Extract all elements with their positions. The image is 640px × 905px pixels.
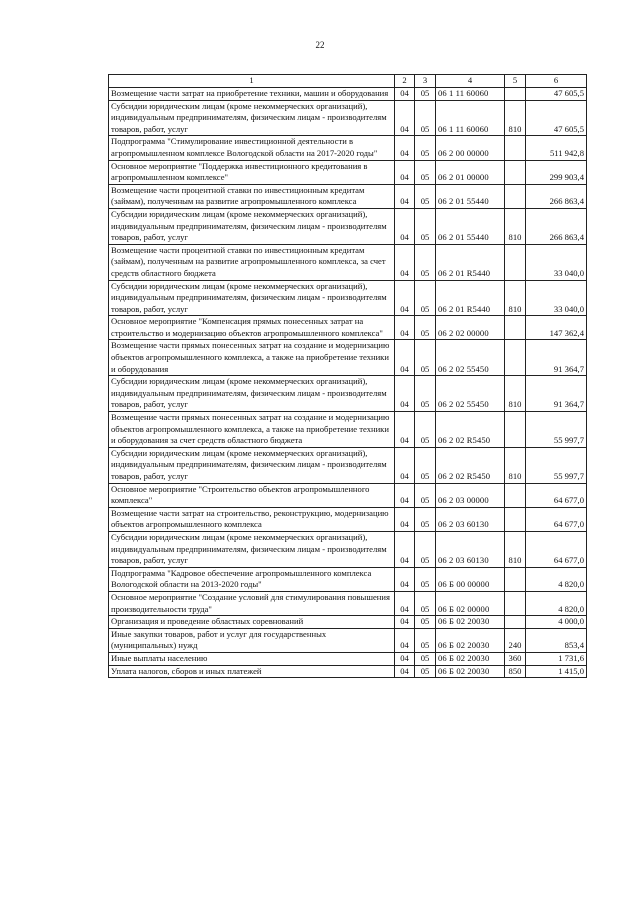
row-name-cell: Возмещение части затрат на приобретение техники, машин и оборудования (109, 88, 395, 101)
expense-type-cell (505, 507, 526, 531)
subsection-code-cell: 05 (415, 591, 436, 615)
expense-type-cell (505, 316, 526, 340)
table-row (109, 665, 587, 678)
row-name-cell: Основное мероприятие "Строительство объектов агропромышленного комплекса" (109, 483, 395, 507)
amount-cell: 91 364,7 (526, 376, 587, 412)
table-row (109, 316, 587, 340)
table-header-row (109, 75, 587, 88)
target-article-cell: 06 2 02 55450 (436, 376, 505, 412)
section-code-cell: 04 (395, 100, 415, 136)
subsection-code-cell: 05 (415, 280, 436, 316)
expense-type-cell (505, 136, 526, 160)
table-row (109, 567, 587, 591)
row-name-cell: Возмещение части процентной ставки по инвестиционным кредитам (займам), полученным на развитие агропромышленного комплекса (109, 184, 395, 208)
row-name-cell: Организация и проведение областных соревнований (109, 616, 395, 629)
row-name-cell: Субсидии юридическим лицам (кроме некоммерческих организаций), индивидуальным предпринимателям, физическим лицам - производителям товаров, работ, услуг (109, 447, 395, 483)
section-code-cell: 04 (395, 340, 415, 376)
column-header: 3 (415, 75, 436, 88)
table-row (109, 628, 587, 652)
amount-cell: 33 040,0 (526, 244, 587, 280)
row-name-cell: Субсидии юридическим лицам (кроме некоммерческих организаций), индивидуальным предпринимателям, физическим лицам - производителям товаров, работ, услуг (109, 280, 395, 316)
expense-type-cell: 810 (505, 376, 526, 412)
subsection-code-cell: 05 (415, 160, 436, 184)
table-row (109, 412, 587, 448)
row-name-cell: Возмещение части процентной ставки по инвестиционным кредитам (займам), полученным на развитие агропромышленного комплекса, за счет средств областного бюджета (109, 244, 395, 280)
amount-cell: 511 942,8 (526, 136, 587, 160)
amount-cell: 64 677,0 (526, 483, 587, 507)
section-code-cell: 04 (395, 628, 415, 652)
row-name-cell: Иные выплаты населению (109, 652, 395, 665)
expense-type-cell (505, 412, 526, 448)
target-article-cell: 06 2 02 55450 (436, 340, 505, 376)
target-article-cell: 06 2 01 55440 (436, 184, 505, 208)
subsection-code-cell: 05 (415, 316, 436, 340)
row-name-cell: Субсидии юридическим лицам (кроме некоммерческих организаций), индивидуальным предпринимателям, физическим лицам - производителям товаров, работ, услуг (109, 376, 395, 412)
subsection-code-cell: 05 (415, 184, 436, 208)
section-code-cell: 04 (395, 507, 415, 531)
row-name-cell: Субсидии юридическим лицам (кроме некоммерческих организаций), индивидуальным предпринимателям, физическим лицам - производителям товаров, работ, услуг (109, 100, 395, 136)
expense-type-cell: 850 (505, 665, 526, 678)
amount-cell: 4 000,0 (526, 616, 587, 629)
column-header: 1 (109, 75, 395, 88)
expense-type-cell (505, 567, 526, 591)
expense-type-cell (505, 244, 526, 280)
table-row (109, 244, 587, 280)
subsection-code-cell: 05 (415, 531, 436, 567)
section-code-cell: 04 (395, 616, 415, 629)
expense-type-cell (505, 616, 526, 629)
section-code-cell: 04 (395, 244, 415, 280)
section-code-cell: 04 (395, 208, 415, 244)
target-article-cell: 06 Б 02 00000 (436, 591, 505, 615)
row-name-cell: Основное мероприятие "Поддержка инвестиционного кредитования в агропромышленном комплексе" (109, 160, 395, 184)
amount-cell: 33 040,0 (526, 280, 587, 316)
table-row (109, 652, 587, 665)
amount-cell: 266 863,4 (526, 208, 587, 244)
subsection-code-cell: 05 (415, 507, 436, 531)
subsection-code-cell: 05 (415, 665, 436, 678)
section-code-cell: 04 (395, 136, 415, 160)
subsection-code-cell: 05 (415, 376, 436, 412)
table-row (109, 616, 587, 629)
budget-table (108, 74, 587, 678)
amount-cell: 299 903,4 (526, 160, 587, 184)
target-article-cell: 06 2 02 R5450 (436, 447, 505, 483)
section-code-cell: 04 (395, 88, 415, 101)
section-code-cell: 04 (395, 652, 415, 665)
table-row (109, 507, 587, 531)
column-header: 4 (436, 75, 505, 88)
target-article-cell: 06 1 11 60060 (436, 88, 505, 101)
section-code-cell: 04 (395, 567, 415, 591)
expense-type-cell (505, 591, 526, 615)
subsection-code-cell: 05 (415, 652, 436, 665)
target-article-cell: 06 Б 02 20030 (436, 652, 505, 665)
target-article-cell: 06 2 03 60130 (436, 507, 505, 531)
row-name-cell: Основное мероприятие "Создание условий для стимулирования повышения производительности труда" (109, 591, 395, 615)
expense-type-cell (505, 483, 526, 507)
table-row (109, 340, 587, 376)
row-name-cell: Субсидии юридическим лицам (кроме некоммерческих организаций), индивидуальным предпринимателям, физическим лицам - производителям товаров, работ, услуг (109, 531, 395, 567)
subsection-code-cell: 05 (415, 100, 436, 136)
amount-cell: 64 677,0 (526, 507, 587, 531)
subsection-code-cell: 05 (415, 483, 436, 507)
expense-type-cell: 810 (505, 531, 526, 567)
expense-type-cell (505, 160, 526, 184)
amount-cell: 91 364,7 (526, 340, 587, 376)
amount-cell: 1 731,6 (526, 652, 587, 665)
subsection-code-cell: 05 (415, 136, 436, 160)
amount-cell: 853,4 (526, 628, 587, 652)
target-article-cell: 06 Б 02 20030 (436, 665, 505, 678)
subsection-code-cell: 05 (415, 88, 436, 101)
expense-type-cell: 360 (505, 652, 526, 665)
table-body (109, 88, 587, 678)
expense-type-cell (505, 184, 526, 208)
table-row (109, 447, 587, 483)
subsection-code-cell: 05 (415, 208, 436, 244)
expense-type-cell: 810 (505, 280, 526, 316)
amount-cell: 1 415,0 (526, 665, 587, 678)
expense-type-cell: 810 (505, 100, 526, 136)
target-article-cell: 06 2 01 R5440 (436, 280, 505, 316)
row-name-cell: Уплата налогов, сборов и иных платежей (109, 665, 395, 678)
table-row (109, 208, 587, 244)
table-row (109, 88, 587, 101)
section-code-cell: 04 (395, 531, 415, 567)
row-name-cell: Подпрограмма "Стимулирование инвестиционной деятельности в агропромышленном комплексе Вологодской области на 2017-2020 годы" (109, 136, 395, 160)
target-article-cell: 06 2 01 55440 (436, 208, 505, 244)
target-article-cell: 06 Б 02 20030 (436, 616, 505, 629)
amount-cell: 4 820,0 (526, 567, 587, 591)
page-number: 22 (315, 40, 325, 50)
subsection-code-cell: 05 (415, 412, 436, 448)
target-article-cell: 06 2 00 00000 (436, 136, 505, 160)
subsection-code-cell: 05 (415, 567, 436, 591)
expense-type-cell (505, 340, 526, 376)
column-header: 6 (526, 75, 587, 88)
amount-cell: 147 362,4 (526, 316, 587, 340)
section-code-cell: 04 (395, 591, 415, 615)
table-row (109, 376, 587, 412)
amount-cell: 4 820,0 (526, 591, 587, 615)
table-row (109, 280, 587, 316)
expense-type-cell (505, 88, 526, 101)
row-name-cell: Основное мероприятие "Компенсация прямых понесенных затрат на строительство и модернизацию объектов агропромышленного комплекса" (109, 316, 395, 340)
target-article-cell: 06 2 03 00000 (436, 483, 505, 507)
target-article-cell: 06 1 11 60060 (436, 100, 505, 136)
column-header: 2 (395, 75, 415, 88)
amount-cell: 55 997,7 (526, 412, 587, 448)
table-row (109, 591, 587, 615)
subsection-code-cell: 05 (415, 616, 436, 629)
row-name-cell: Подпрограмма "Кадровое обеспечение агропромышленного комплекса Вологодской области на 2013-2020 годы" (109, 567, 395, 591)
target-article-cell: 06 2 01 00000 (436, 160, 505, 184)
target-article-cell: 06 2 01 R5440 (436, 244, 505, 280)
target-article-cell: 06 Б 00 00000 (436, 567, 505, 591)
expense-type-cell: 810 (505, 208, 526, 244)
target-article-cell: 06 2 02 00000 (436, 316, 505, 340)
row-name-cell: Субсидии юридическим лицам (кроме некоммерческих организаций), индивидуальным предпринимателям, физическим лицам - производителям товаров, работ, услуг (109, 208, 395, 244)
table-row (109, 483, 587, 507)
expense-type-cell: 810 (505, 447, 526, 483)
section-code-cell: 04 (395, 184, 415, 208)
subsection-code-cell: 05 (415, 244, 436, 280)
row-name-cell: Возмещение части затрат на строительство, реконструкцию, модернизацию объектов агропромышленного комплекса (109, 507, 395, 531)
section-code-cell: 04 (395, 483, 415, 507)
target-article-cell: 06 2 03 60130 (436, 531, 505, 567)
amount-cell: 64 677,0 (526, 531, 587, 567)
row-name-cell: Возмещение части прямых понесенных затрат на создание и модернизацию объектов агропромышленного комплекса, а также на приобретение техники и оборудования (109, 340, 395, 376)
subsection-code-cell: 05 (415, 340, 436, 376)
section-code-cell: 04 (395, 316, 415, 340)
row-name-cell: Возмещение части прямых понесенных затрат на создание и модернизацию объектов агропромышленного комплекса, а также на приобретение техники и оборудования за счет средств областного бюджета (109, 412, 395, 448)
section-code-cell: 04 (395, 412, 415, 448)
table-row (109, 184, 587, 208)
section-code-cell: 04 (395, 447, 415, 483)
target-article-cell: 06 Б 02 20030 (436, 628, 505, 652)
amount-cell: 47 605,5 (526, 88, 587, 101)
row-name-cell: Иные закупки товаров, работ и услуг для государственных (муниципальных) нужд (109, 628, 395, 652)
expense-type-cell: 240 (505, 628, 526, 652)
table-row (109, 531, 587, 567)
section-code-cell: 04 (395, 280, 415, 316)
subsection-code-cell: 05 (415, 628, 436, 652)
table-row (109, 136, 587, 160)
column-header: 5 (505, 75, 526, 88)
table-row (109, 160, 587, 184)
section-code-cell: 04 (395, 665, 415, 678)
amount-cell: 55 997,7 (526, 447, 587, 483)
target-article-cell: 06 2 02 R5450 (436, 412, 505, 448)
subsection-code-cell: 05 (415, 447, 436, 483)
section-code-cell: 04 (395, 376, 415, 412)
amount-cell: 266 863,4 (526, 184, 587, 208)
section-code-cell: 04 (395, 160, 415, 184)
table-row (109, 100, 587, 136)
amount-cell: 47 605,5 (526, 100, 587, 136)
